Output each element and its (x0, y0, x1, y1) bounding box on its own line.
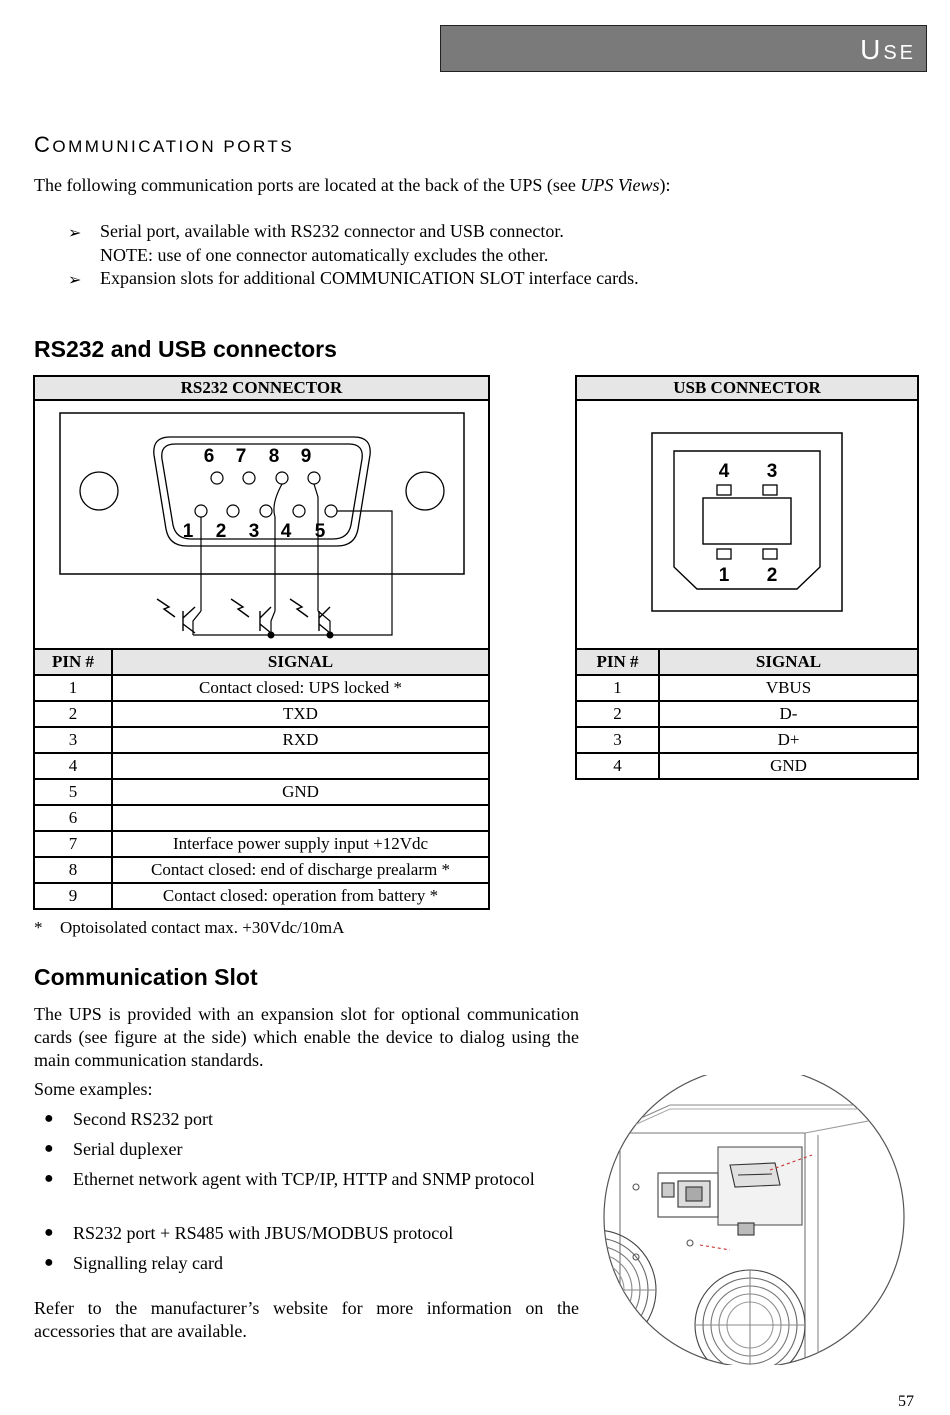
rs232-bottom-pin-label: 4 (280, 521, 292, 542)
rs232-bottom-pin-label: 5 (314, 521, 326, 542)
example-item: RS232 port + RS485 with JBUS/MODBUS protocol (73, 1223, 454, 1243)
table-header-row (34, 649, 489, 675)
intro-before: The following communication ports are located at the back of the UPS (see (34, 175, 581, 195)
bullet-dot-icon: ● (44, 1254, 54, 1271)
section-title (34, 132, 294, 158)
rs232-pin-5 (325, 505, 337, 517)
usb-diagram (575, 399, 919, 650)
signal-cell (112, 753, 489, 779)
rs232-top-pin-label: 8 (268, 446, 280, 467)
signal-cell: TXD (112, 701, 489, 727)
rs232-top-pin-label: 9 (300, 446, 312, 467)
footnote (34, 918, 344, 938)
table-row (34, 675, 489, 701)
rs232-pin-9 (308, 472, 320, 484)
table-row (576, 753, 918, 779)
slot-examples-label: Some examples: (34, 1079, 153, 1099)
pin-cell: 4 (34, 753, 112, 779)
bullet-note: NOTE: use of one connector automatically excludes the other. (100, 245, 549, 265)
table-row (576, 701, 918, 727)
usb-plate (652, 433, 842, 611)
header-first-letter: U (860, 34, 884, 65)
usb-pin-3 (763, 485, 777, 495)
footnote-text: Optoisolated contact max. +30Vdc/10mA (60, 918, 345, 937)
table-row (576, 675, 918, 701)
usb-connector-drawing (577, 399, 917, 650)
section-header-title (860, 34, 916, 66)
rs232-pin-1 (195, 505, 207, 517)
rs232-mount-hole-right (406, 472, 444, 510)
pin-cell: 9 (34, 883, 112, 909)
table-row (34, 831, 489, 857)
example-item: Signalling relay card (73, 1253, 223, 1273)
section-header-tab (440, 25, 927, 72)
col-pin-header: PIN # (576, 649, 659, 675)
header-rest: SE (883, 42, 916, 64)
usb-pin-label: 4 (718, 461, 730, 482)
example-item: Ethernet network agent with TCP/IP, HTTP and SNMP protocol (73, 1169, 535, 1189)
pin-cell: 2 (34, 701, 112, 727)
usb-pin-table (575, 648, 919, 780)
usb-b-socket-outline (674, 451, 820, 589)
signal-cell: D+ (659, 727, 918, 753)
usb-pin-label: 3 (766, 461, 778, 482)
arrow-bullet-icon: ➢ (68, 272, 82, 289)
pin-cell: 3 (34, 727, 112, 753)
usb-pin-label: 1 (718, 565, 730, 586)
rs232-pin-2 (227, 505, 239, 517)
table-row (34, 857, 489, 883)
arrow-bullet-icon: ➢ (68, 225, 82, 242)
table-row (34, 701, 489, 727)
table-row (576, 727, 918, 753)
pin-cell: 8 (34, 857, 112, 883)
rs232-title: RS232 CONNECTOR (33, 375, 490, 401)
rs232-bottom-pin-label: 1 (182, 521, 194, 542)
intro-link-ups-views: UPS Views (580, 175, 660, 195)
signal-cell: GND (659, 753, 918, 779)
rs232-pin-7 (243, 472, 255, 484)
usb-pin-2 (763, 549, 777, 559)
col-signal-header: SIGNAL (659, 649, 918, 675)
pin-cell: 5 (34, 779, 112, 805)
ups-rear-slot-illustration (600, 1075, 912, 1365)
usb-title: USB CONNECTOR (575, 375, 919, 401)
usb-pin-label: 2 (766, 565, 778, 586)
rs232-pin-8 (276, 472, 288, 484)
bullet-expansion-slots: Expansion slots for additional COMMUNICATION SLOT interface cards. (100, 268, 639, 288)
pin-cell: 7 (34, 831, 112, 857)
table-row (34, 727, 489, 753)
example-item: Serial duplexer (73, 1139, 183, 1159)
signal-cell: Contact closed: operation from battery * (112, 883, 489, 909)
bullet-dot-icon: ● (44, 1140, 54, 1157)
rs232-mount-hole-left (80, 472, 118, 510)
rs232-bottom-pin-label: 3 (248, 521, 260, 542)
table-row (34, 753, 489, 779)
rs232-diagram (33, 399, 490, 650)
signal-cell (112, 805, 489, 831)
usb-pin-1 (717, 549, 731, 559)
connectors-heading: RS232 and USB connectors (34, 336, 337, 362)
optocoupler-symbols (157, 599, 330, 633)
signal-cell: Interface power supply input +12Vdc (112, 831, 489, 857)
signal-cell: D- (659, 701, 918, 727)
rs232-top-pin-label: 6 (203, 446, 215, 467)
section-title-rest: OMMUNICATION PORTS (52, 137, 295, 156)
rs232-pin-4 (293, 505, 305, 517)
rs232-pin-table (33, 648, 490, 910)
intro-after: ): (659, 175, 671, 195)
bullet-dot-icon: ● (44, 1224, 54, 1241)
signal-cell: RXD (112, 727, 489, 753)
signal-cell: Contact closed: end of discharge prealarm * (112, 857, 489, 883)
bullet-dot-icon: ● (44, 1170, 54, 1187)
rs232-pin-3 (260, 505, 272, 517)
pin-cell: 6 (34, 805, 112, 831)
pin-cell: 2 (576, 701, 659, 727)
slot-heading: Communication Slot (34, 964, 258, 990)
pin-cell: 4 (576, 753, 659, 779)
table-row (34, 883, 489, 909)
section-title-first: C (34, 132, 53, 157)
rs232-top-pin-label: 7 (235, 446, 247, 467)
footnote-star: * (34, 918, 43, 937)
slot-closing: Refer to the manufacturer’s website for more information on the accessories that are available. (34, 1298, 579, 1341)
pin-cell: 3 (576, 727, 659, 753)
usb-b-tongue (703, 498, 791, 544)
usb-pin-4 (717, 485, 731, 495)
table-header-row (576, 649, 918, 675)
rs232-connector-drawing (35, 399, 488, 650)
signal-cell: VBUS (659, 675, 918, 701)
slot-paragraph: The UPS is provided with an expansion slot for optional communication cards (see figure at the side) which enable the device to dialog using the main communication standards. (34, 1004, 579, 1070)
col-pin-header: PIN # (34, 649, 112, 675)
bullet-dot-icon: ● (44, 1110, 54, 1127)
rs232-bottom-pin-label: 2 (215, 521, 227, 542)
rs232-pin-6 (211, 472, 223, 484)
page-number: 57 (898, 1393, 914, 1410)
intro-paragraph (34, 174, 671, 197)
signal-cell: Contact closed: UPS locked * (112, 675, 489, 701)
bullet-serial-port: Serial port, available with RS232 connector and USB connector. (100, 221, 564, 241)
table-row (34, 805, 489, 831)
pin-cell: 1 (576, 675, 659, 701)
pin-cell: 1 (34, 675, 112, 701)
table-row (34, 779, 489, 805)
example-item: Second RS232 port (73, 1109, 214, 1129)
signal-cell: GND (112, 779, 489, 805)
col-signal-header: SIGNAL (112, 649, 489, 675)
